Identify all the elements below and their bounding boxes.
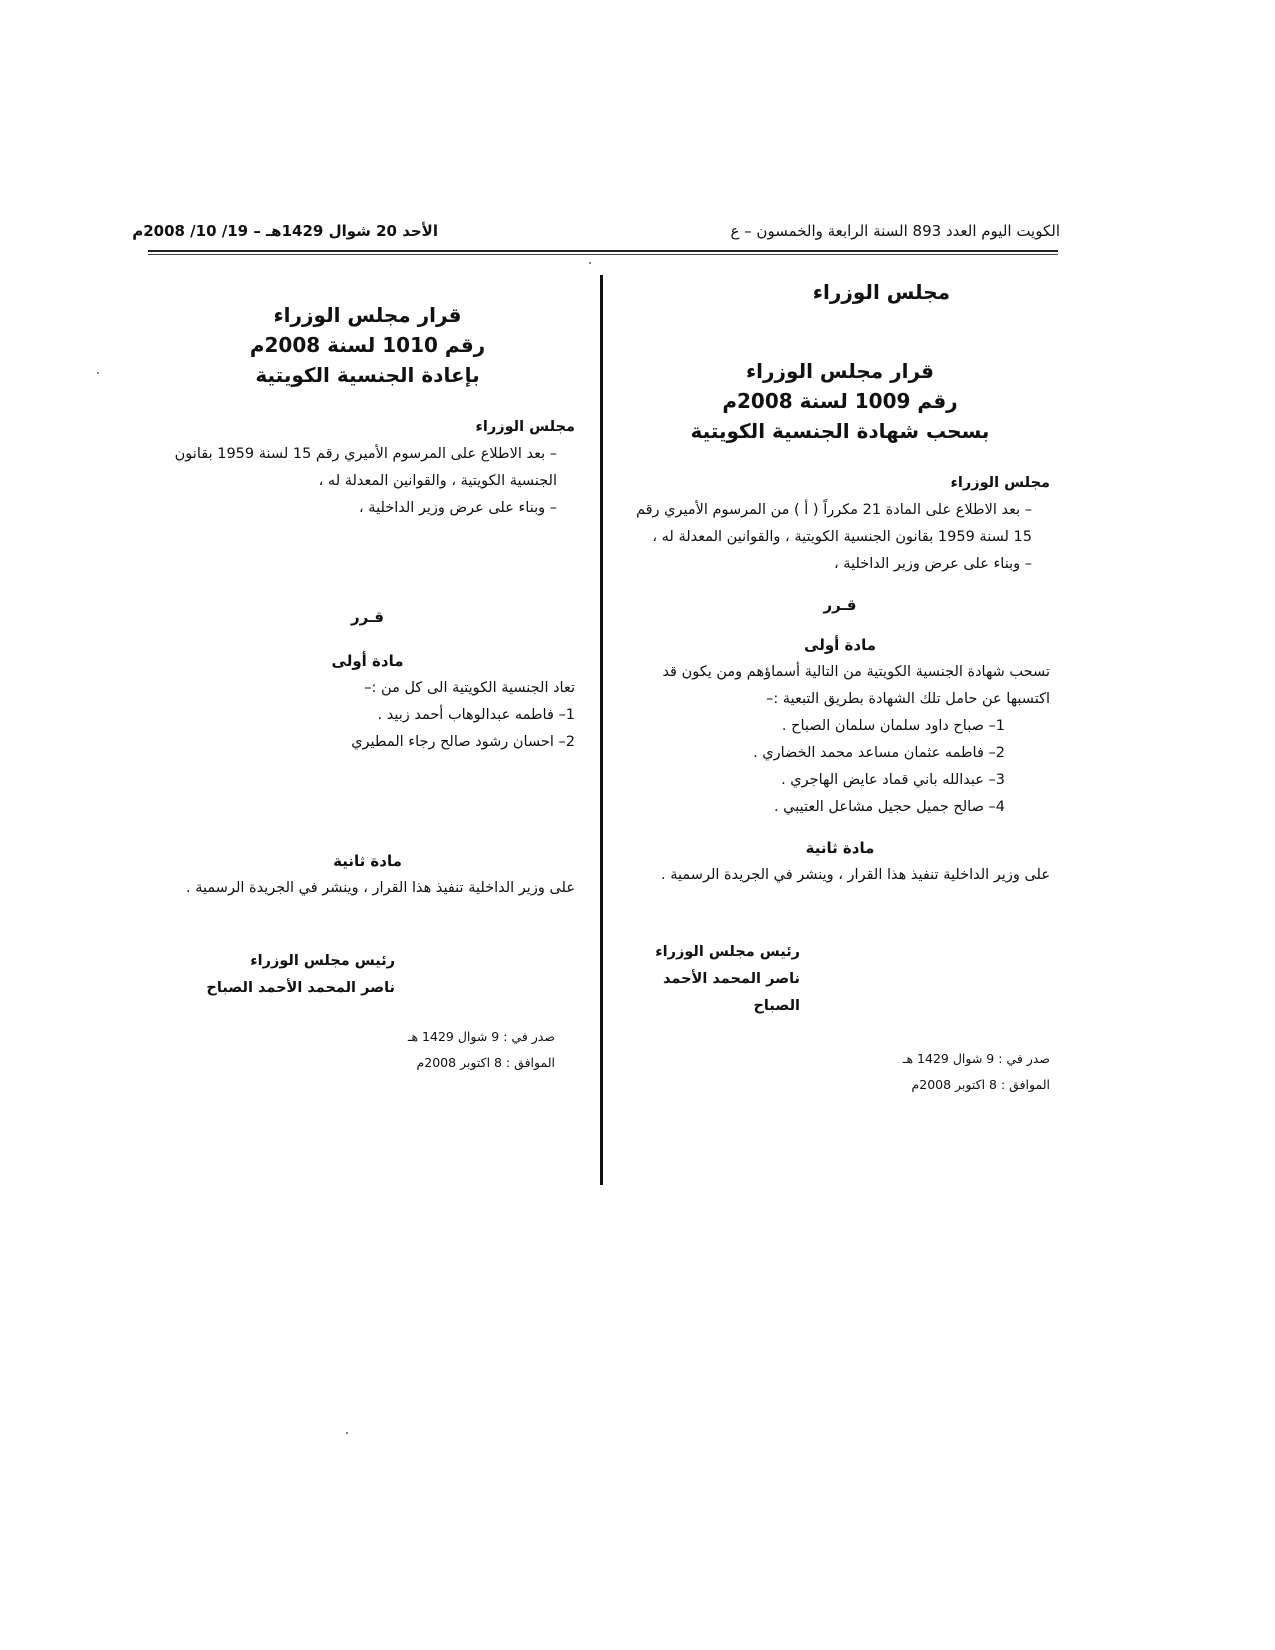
article-title: مادة ثانية bbox=[805, 839, 875, 857]
signature-block bbox=[630, 939, 1050, 1020]
issued-gregorian: الموافق : 8 اكتوبر 2008م bbox=[416, 1055, 555, 1070]
preamble-line: – بعد الاطلاع على المرسوم الأميري رقم 15 لسنة 1959 بقانون الجنسية الكويتية ، والقوانين المعدلة له ، bbox=[174, 446, 557, 489]
scan-speck bbox=[589, 262, 591, 264]
article-1 bbox=[160, 648, 575, 756]
header-rule bbox=[148, 250, 1058, 252]
scan-speck bbox=[346, 1432, 348, 1434]
preamble-line: – بعد الاطلاع على المادة 21 مكرراً ( أ ) من المرسوم الأميري رقم 15 لسنة 1959 بقانون الجنسية الكويتية ، والقوانين المعدلة له ، bbox=[635, 502, 1032, 545]
title-line: قرار مجلس الوزراء bbox=[273, 303, 462, 327]
header-rule-thin bbox=[148, 254, 1058, 255]
title-line: بسحب شهادة الجنسية الكويتية bbox=[690, 419, 990, 443]
decided-label: قـرر bbox=[351, 608, 384, 626]
scan-speck bbox=[97, 372, 99, 374]
issued-hijri: صدر في : 9 شوال 1429 هـ bbox=[407, 1029, 555, 1044]
preamble bbox=[630, 470, 1050, 578]
article-text: تعاد الجنسية الكويتية الى كل من :– bbox=[364, 680, 575, 696]
decision-1009 bbox=[630, 280, 1050, 1098]
signature-name: ناصر المحمد الأحمد الصباح bbox=[662, 971, 800, 1014]
signature-block bbox=[160, 948, 575, 1002]
issued-hijri: صدر في : 9 شوال 1429 هـ bbox=[902, 1051, 1050, 1066]
list-item: 1– صباح داود سلمان سلمان الصباح . bbox=[781, 718, 1005, 734]
article-text: على وزير الداخلية تنفيذ هذا القرار ، وينشر في الجريدة الرسمية . bbox=[661, 867, 1050, 883]
list-item: 1– فاطمه عبدالوهاب أحمد زبيد . bbox=[377, 707, 575, 723]
list-item: 3– عبدالله باني قماد عايض الهاجري . bbox=[781, 772, 1005, 788]
decision-title bbox=[160, 300, 575, 390]
issue-date bbox=[395, 1024, 555, 1076]
header-date: الأحد 20 شوال 1429هـ – 19/ 10/ 2008م bbox=[132, 222, 438, 240]
list-item: 2– فاطمه عثمان مساعد محمد الخضاري . bbox=[753, 745, 1005, 761]
issue-date bbox=[630, 1046, 1050, 1098]
title-line: بإعادة الجنسية الكويتية bbox=[255, 363, 480, 387]
article-title: مادة ثانية bbox=[333, 852, 402, 870]
council-label: مجلس الوزراء bbox=[950, 475, 1050, 491]
preamble-line: – وبناء على عرض وزير الداخلية ، bbox=[359, 500, 557, 516]
issued-gregorian: الموافق : 8 اكتوبر 2008م bbox=[911, 1077, 1050, 1092]
article-2 bbox=[630, 835, 1050, 889]
title-line: رقم 1010 لسنة 2008م bbox=[249, 333, 486, 357]
title-line: رقم 1009 لسنة 2008م bbox=[722, 389, 958, 413]
section-heading: مجلس الوزراء bbox=[812, 280, 950, 304]
decision-1010 bbox=[160, 300, 575, 1076]
article-1 bbox=[630, 632, 1050, 821]
title-line: قرار مجلس الوزراء bbox=[745, 359, 935, 383]
preamble bbox=[160, 414, 575, 522]
article-text: على وزير الداخلية تنفيذ هذا القرار ، وينشر في الجريدة الرسمية . bbox=[186, 880, 575, 896]
column-divider bbox=[600, 275, 603, 1185]
signature-name: ناصر المحمد الأحمد الصباح bbox=[206, 980, 395, 996]
article-title: مادة أولى bbox=[804, 636, 876, 654]
list-item: 2– احسان رشود صالح رجاء المطيري bbox=[351, 734, 575, 750]
signature-title: رئيس مجلس الوزراء bbox=[250, 953, 395, 969]
list-item: 4– صالح جميل حجيل مشاعل العتيبي . bbox=[773, 799, 1005, 815]
article-2 bbox=[160, 848, 575, 902]
article-text: تسحب شهادة الجنسية الكويتية من التالية أسماؤهم ومن يكون قد اكتسبها عن حامل تلك الشهادة بطريق التبعية :– bbox=[662, 664, 1050, 707]
decided-label: قـرر bbox=[823, 596, 857, 614]
article-title: مادة أولى bbox=[331, 652, 404, 670]
signature-title: رئيس مجلس الوزراء bbox=[655, 944, 800, 960]
header-issue-info: الكويت اليوم العدد 893 السنة الرابعة والخمسون – ع bbox=[730, 222, 1060, 240]
preamble-line: – وبناء على عرض وزير الداخلية ، bbox=[834, 556, 1032, 572]
decision-title bbox=[630, 356, 1050, 446]
council-label: مجلس الوزراء bbox=[475, 419, 575, 435]
